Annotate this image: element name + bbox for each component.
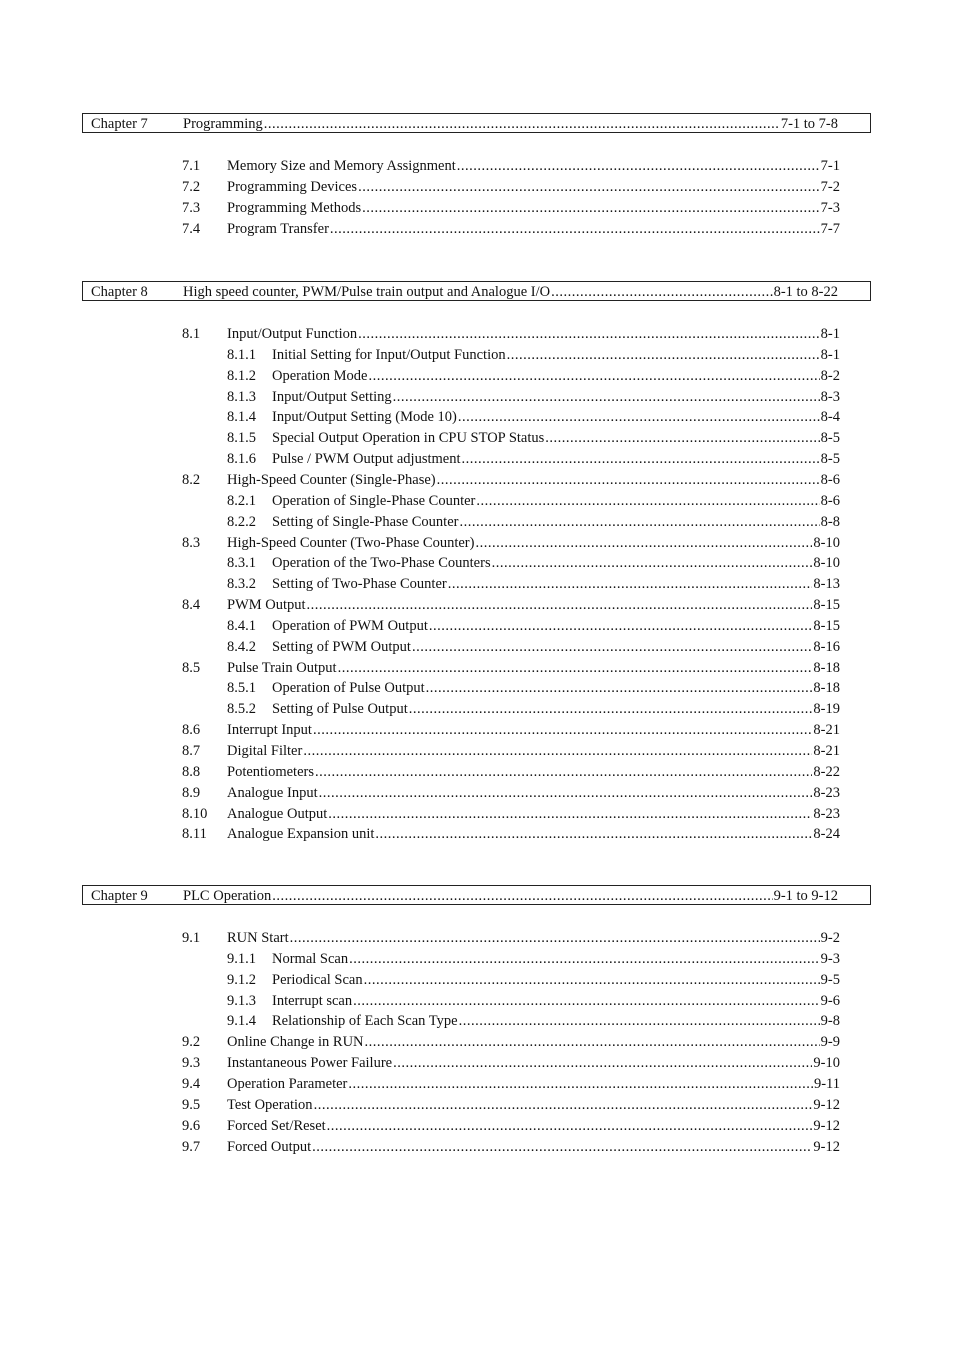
entry-title: Operation of Pulse Output xyxy=(272,680,425,697)
entry-number: 9.5 xyxy=(182,1096,201,1113)
entry-page: 8-24 xyxy=(813,826,840,843)
toc-entry[interactable] xyxy=(0,553,954,573)
leader-dots xyxy=(313,720,812,740)
entry-title: Analogue Output xyxy=(227,805,328,822)
entry-number: 8.1.4 xyxy=(227,409,256,426)
entry-line xyxy=(272,949,840,969)
chapter-header[interactable] xyxy=(82,113,871,133)
toc-entry[interactable] xyxy=(0,574,954,594)
entry-page: 9-12 xyxy=(813,1117,840,1134)
leader-dots xyxy=(448,574,813,594)
leader-dots xyxy=(328,804,812,824)
entry-title: Relationship of Each Scan Type xyxy=(272,1013,458,1030)
chapter-title-line xyxy=(183,283,838,301)
entry-page: 8-13 xyxy=(813,576,840,593)
entry-number: 7.1 xyxy=(182,158,201,174)
entry-title: Interrupt Input xyxy=(227,722,312,739)
entry-title: Setting of Pulse Output xyxy=(272,701,408,718)
entry-title: Pulse / PWM Output adjustment xyxy=(272,451,461,468)
leader-dots xyxy=(393,1053,812,1073)
leader-dots xyxy=(393,387,820,407)
entry-page: 9-8 xyxy=(820,1013,840,1030)
entry-number: 8.4.2 xyxy=(227,638,256,655)
entry-number: 8.10 xyxy=(182,805,208,822)
entry-page: 9-12 xyxy=(813,1096,840,1113)
entry-page: 8-2 xyxy=(820,367,840,384)
entry-number: 9.4 xyxy=(182,1075,201,1092)
toc-entry[interactable] xyxy=(0,824,954,844)
entry-page: 9-6 xyxy=(820,992,840,1009)
leader-dots xyxy=(476,491,819,511)
toc-entry[interactable] xyxy=(0,762,954,782)
toc-entry[interactable] xyxy=(0,783,954,803)
entry-line xyxy=(272,1011,840,1031)
entry-number: 8.6 xyxy=(182,722,201,739)
toc-entry[interactable] xyxy=(0,741,954,761)
entry-title: Operation Parameter xyxy=(227,1075,348,1092)
entry-page: 9-10 xyxy=(813,1055,840,1072)
toc-entry[interactable] xyxy=(0,156,954,176)
entry-line xyxy=(227,1053,840,1073)
entry-page: 9-3 xyxy=(820,950,840,967)
toc-entry[interactable] xyxy=(0,928,954,948)
chapter-title: Programming xyxy=(183,116,263,132)
entry-line xyxy=(227,804,840,824)
entry-line xyxy=(272,616,840,636)
entry-line xyxy=(227,324,840,344)
entry-title: Setting of PWM Output xyxy=(272,638,411,655)
toc-entry[interactable] xyxy=(0,678,954,698)
entry-title: Online Change in RUN xyxy=(227,1034,364,1051)
toc-entry[interactable] xyxy=(0,491,954,511)
toc-entry[interactable] xyxy=(0,1074,954,1094)
leader-dots xyxy=(475,533,812,553)
entry-page: 8-1 xyxy=(820,326,840,342)
entry-number: 8.1 xyxy=(182,326,201,342)
entry-number: 8.1.6 xyxy=(227,451,256,468)
toc-entry[interactable] xyxy=(0,533,954,553)
chapter-pages: 9-1 to 9-12 xyxy=(773,888,838,904)
entry-number: 8.5.2 xyxy=(227,701,256,718)
leader-dots xyxy=(551,283,772,301)
entry-line xyxy=(227,198,840,218)
entry-line xyxy=(227,783,840,803)
entry-page: 8-19 xyxy=(813,701,840,718)
toc-entry[interactable] xyxy=(0,658,954,678)
leader-dots xyxy=(327,1116,813,1136)
entry-line xyxy=(227,533,840,553)
leader-dots xyxy=(303,741,812,761)
entry-number: 9.3 xyxy=(182,1055,201,1072)
entry-title: Digital Filter xyxy=(227,743,303,759)
toc-entry[interactable] xyxy=(0,1032,954,1052)
leader-dots xyxy=(368,366,819,386)
leader-dots xyxy=(338,658,813,678)
leader-dots xyxy=(353,991,820,1011)
leader-dots xyxy=(459,512,819,532)
toc-entry[interactable] xyxy=(0,512,954,532)
entry-line xyxy=(272,387,840,407)
leader-dots xyxy=(429,616,813,636)
entry-title: High-Speed Counter (Single-Phase) xyxy=(227,471,436,488)
chapter-pages: 8-1 to 8-22 xyxy=(773,284,838,300)
toc-entry[interactable] xyxy=(0,804,954,824)
entry-page: 8-6 xyxy=(820,492,840,509)
entry-line xyxy=(227,1137,840,1157)
toc-entry[interactable] xyxy=(0,428,954,448)
entry-page: 8-21 xyxy=(813,743,840,759)
entry-line xyxy=(227,1116,840,1136)
toc-entry[interactable] xyxy=(0,219,954,239)
entry-title: Analogue Expansion unit xyxy=(227,826,375,843)
entry-page: 8-5 xyxy=(820,451,840,468)
toc-entry[interactable] xyxy=(0,616,954,636)
entry-page: 8-4 xyxy=(820,409,840,426)
leader-dots xyxy=(272,887,772,905)
entry-line xyxy=(272,512,840,532)
entry-page: 8-1 xyxy=(820,346,840,363)
entry-page: 8-22 xyxy=(813,763,840,780)
leader-dots xyxy=(409,699,813,719)
entry-line xyxy=(272,574,840,594)
entry-title: Operation of the Two-Phase Counters xyxy=(272,555,491,572)
entry-page: 7-3 xyxy=(820,199,840,216)
entry-title: Operation of Single-Phase Counter xyxy=(272,492,476,509)
entry-number: 8.3.1 xyxy=(227,555,256,572)
entry-number: 8.2 xyxy=(182,471,201,488)
entry-line xyxy=(272,553,840,573)
entry-line xyxy=(272,428,840,448)
chapter-pages: 7-1 to 7-8 xyxy=(780,116,838,132)
entry-title: Input/Output Setting xyxy=(272,388,392,405)
entry-line xyxy=(272,678,840,698)
entry-number: 8.1.2 xyxy=(227,367,256,384)
entry-title: Interrupt scan xyxy=(272,992,353,1009)
entry-line xyxy=(227,1074,840,1094)
entry-line xyxy=(227,1032,840,1052)
entry-number: 8.9 xyxy=(182,784,201,801)
entry-number: 8.7 xyxy=(182,743,201,759)
entry-line xyxy=(227,720,840,740)
entry-line xyxy=(227,658,840,678)
chapter-label: Chapter 9 xyxy=(91,888,148,904)
entry-title: Memory Size and Memory Assignment xyxy=(227,158,456,174)
entry-line xyxy=(227,928,840,948)
leader-dots xyxy=(312,1137,812,1157)
entry-line xyxy=(227,156,840,176)
toc-entry[interactable] xyxy=(0,177,954,197)
entry-page: 8-15 xyxy=(813,597,840,614)
chapter-title-line xyxy=(183,887,838,905)
entry-number: 7.4 xyxy=(182,220,201,237)
entry-page: 7-2 xyxy=(820,178,840,195)
entry-title: Input/Output Setting (Mode 10) xyxy=(272,409,457,426)
entry-line xyxy=(227,177,840,197)
leader-dots xyxy=(315,762,812,782)
entry-number: 9.1.4 xyxy=(227,1013,256,1030)
entry-page: 9-9 xyxy=(820,1034,840,1051)
chapter-title: High speed counter, PWM/Pulse train output and Analogue I/O xyxy=(183,284,551,300)
toc-entry[interactable] xyxy=(0,949,954,969)
chapter-label: Chapter 7 xyxy=(91,116,148,132)
leader-dots xyxy=(375,824,812,844)
entry-page: 8-10 xyxy=(813,555,840,572)
entry-number: 7.2 xyxy=(182,178,201,195)
toc-entry[interactable] xyxy=(0,470,954,490)
toc-entry[interactable] xyxy=(0,449,954,469)
entry-page: 8-6 xyxy=(820,471,840,488)
toc-entry[interactable] xyxy=(0,366,954,386)
entry-title: Forced Output xyxy=(227,1138,312,1155)
entry-page: 8-23 xyxy=(813,805,840,822)
entry-number: 8.4 xyxy=(182,597,201,614)
leader-dots xyxy=(426,678,813,698)
entry-number: 8.1.3 xyxy=(227,388,256,405)
entry-title: Test Operation xyxy=(227,1096,313,1113)
leader-dots xyxy=(349,949,820,969)
leader-dots xyxy=(314,1095,813,1115)
entry-title: Normal Scan xyxy=(272,950,349,967)
entry-title: Operation of PWM Output xyxy=(272,617,428,634)
toc-entry[interactable] xyxy=(0,699,954,719)
entry-title: Potentiometers xyxy=(227,763,314,780)
toc-entry[interactable] xyxy=(0,991,954,1011)
leader-dots xyxy=(330,219,820,239)
leader-dots xyxy=(462,449,820,469)
entry-page: 9-12 xyxy=(813,1138,840,1155)
entry-title: RUN Start xyxy=(227,930,289,946)
entry-number: 8.1.1 xyxy=(227,346,256,363)
entry-line xyxy=(227,762,840,782)
entry-title: Periodical Scan xyxy=(272,971,363,988)
leader-dots xyxy=(545,428,819,448)
chapter-title: PLC Operation xyxy=(183,888,272,904)
entry-title: Programming Methods xyxy=(227,199,362,216)
toc-entry[interactable] xyxy=(0,1053,954,1073)
entry-number: 9.1.1 xyxy=(227,950,256,967)
entry-line xyxy=(227,595,840,615)
entry-title: Setting of Two-Phase Counter xyxy=(272,576,447,593)
entry-line xyxy=(272,491,840,511)
entry-title: Instantaneous Power Failure xyxy=(227,1055,393,1072)
toc-entry[interactable] xyxy=(0,637,954,657)
entry-number: 9.6 xyxy=(182,1117,201,1134)
chapter-header[interactable] xyxy=(82,281,871,301)
entry-title: PWM Output xyxy=(227,597,306,614)
entry-title: Pulse Train Output xyxy=(227,659,337,676)
entry-line xyxy=(272,407,840,427)
leader-dots xyxy=(412,637,812,657)
entry-page: 7-1 xyxy=(820,158,840,174)
toc-entry[interactable] xyxy=(0,1137,954,1157)
entry-page: 8-10 xyxy=(813,534,840,551)
entry-page: 9-11 xyxy=(813,1075,840,1092)
leader-dots xyxy=(348,1074,813,1094)
entry-page: 8-18 xyxy=(813,680,840,697)
leader-dots xyxy=(457,156,820,176)
entry-number: 9.7 xyxy=(182,1138,201,1155)
entry-page: 9-5 xyxy=(820,971,840,988)
chapter-header[interactable] xyxy=(82,885,871,905)
entry-line xyxy=(227,219,840,239)
entry-page: 8-18 xyxy=(813,659,840,676)
entry-number: 8.3.2 xyxy=(227,576,256,593)
entry-title: Forced Set/Reset xyxy=(227,1117,326,1134)
leader-dots xyxy=(307,595,813,615)
toc-entry[interactable] xyxy=(0,595,954,615)
toc-entry[interactable] xyxy=(0,1011,954,1031)
entry-title: Operation Mode xyxy=(272,367,368,384)
entry-title: Initial Setting for Input/Output Function xyxy=(272,346,506,363)
entry-line xyxy=(272,991,840,1011)
entry-page: 8-16 xyxy=(813,638,840,655)
entry-title: Program Transfer xyxy=(227,220,329,237)
toc-entry[interactable] xyxy=(0,324,954,344)
entry-page: 7-7 xyxy=(820,220,840,237)
leader-dots xyxy=(492,553,813,573)
entry-page: 8-3 xyxy=(820,388,840,405)
chapter-label: Chapter 8 xyxy=(91,284,148,300)
leader-dots xyxy=(358,324,820,344)
entry-page: 8-5 xyxy=(820,430,840,447)
entry-number: 8.1.5 xyxy=(227,430,256,447)
entry-title: Setting of Single-Phase Counter xyxy=(272,513,459,530)
entry-page: 8-23 xyxy=(813,784,840,801)
entry-page: 8-21 xyxy=(813,722,840,739)
entry-line xyxy=(272,366,840,386)
entry-title: Programming Devices xyxy=(227,178,358,195)
entry-number: 8.8 xyxy=(182,763,201,780)
entry-line xyxy=(272,637,840,657)
leader-dots xyxy=(437,470,820,490)
leader-dots xyxy=(290,928,820,948)
toc-entry[interactable] xyxy=(0,198,954,218)
entry-number: 9.1.2 xyxy=(227,971,256,988)
entry-number: 8.5 xyxy=(182,659,201,676)
toc-entry[interactable] xyxy=(0,720,954,740)
entry-number: 8.2.1 xyxy=(227,492,256,509)
entry-line xyxy=(272,970,840,990)
entry-number: 9.1 xyxy=(182,930,201,946)
entry-page: 8-8 xyxy=(820,513,840,530)
leader-dots xyxy=(459,1011,820,1031)
entry-line xyxy=(272,345,840,365)
entry-number: 9.1.3 xyxy=(227,992,256,1009)
toc-entry[interactable] xyxy=(0,387,954,407)
entry-line xyxy=(227,1095,840,1115)
chapter-title-line xyxy=(183,115,838,133)
entry-number: 8.2.2 xyxy=(227,513,256,530)
entry-number: 8.11 xyxy=(182,826,207,843)
leader-dots xyxy=(507,345,820,365)
toc-entry[interactable] xyxy=(0,1095,954,1115)
entry-line xyxy=(227,470,840,490)
entry-title: Analogue Input xyxy=(227,784,318,801)
leader-dots xyxy=(458,407,820,427)
entry-line xyxy=(272,699,840,719)
entry-line xyxy=(227,824,840,844)
toc-entry[interactable] xyxy=(0,345,954,365)
toc-entry[interactable] xyxy=(0,407,954,427)
entry-page: 9-2 xyxy=(820,930,840,946)
toc-entry[interactable] xyxy=(0,970,954,990)
leader-dots xyxy=(365,1032,820,1052)
entry-title: Input/Output Function xyxy=(227,326,358,342)
entry-number: 8.3 xyxy=(182,534,201,551)
leader-dots xyxy=(264,115,780,133)
leader-dots xyxy=(358,177,820,197)
leader-dots xyxy=(319,783,813,803)
toc-entry[interactable] xyxy=(0,1116,954,1136)
entry-line xyxy=(272,449,840,469)
entry-title: High-Speed Counter (Two-Phase Counter) xyxy=(227,534,475,551)
entry-number: 9.2 xyxy=(182,1034,201,1051)
entry-line xyxy=(227,741,840,761)
entry-title: Special Output Operation in CPU STOP Status xyxy=(272,430,545,447)
leader-dots xyxy=(364,970,820,990)
entry-number: 7.3 xyxy=(182,199,201,216)
entry-page: 8-15 xyxy=(813,617,840,634)
leader-dots xyxy=(362,198,820,218)
entry-number: 8.4.1 xyxy=(227,617,256,634)
entry-number: 8.5.1 xyxy=(227,680,256,697)
